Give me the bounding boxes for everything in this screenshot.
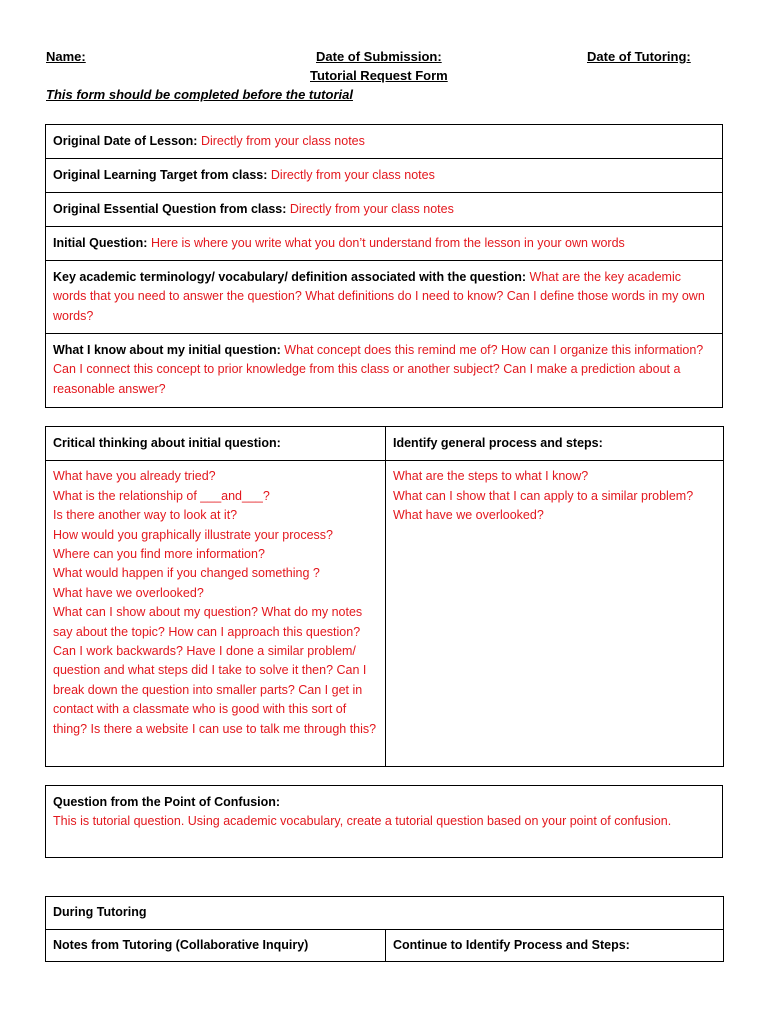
table-row	[46, 261, 723, 334]
original-date-of-lesson-field[interactable]	[46, 125, 723, 159]
critical-thinking-table	[45, 426, 724, 767]
table-row	[46, 125, 723, 159]
field-label: Key academic terminology/ vocabulary/ definition associated with the question:	[53, 270, 527, 284]
critical-thinking-header: Critical thinking about initial question:	[46, 427, 386, 461]
table-row	[46, 227, 723, 261]
during-tutoring-table	[45, 896, 724, 962]
table-row	[46, 461, 724, 767]
table-row	[46, 786, 723, 858]
field-label: Original Essential Question from class:	[53, 201, 287, 216]
prompt-line: What would happen if you changed something ?	[53, 566, 320, 581]
field-hint: What are the key academic words that you need to answer the question? What definitions do I need to know? Can I define those words in my own words?	[53, 270, 705, 323]
prompt-line: What is the relationship of ___and___?	[53, 488, 270, 503]
field-hint: Directly from your class notes	[200, 133, 365, 148]
field-hint: This is tutorial question. Using academic vocabulary, create a tutorial question based on your point of confusion.	[53, 814, 672, 829]
field-label: Initial Question:	[53, 235, 148, 250]
field-label: What I know about my initial question:	[53, 343, 281, 357]
field-hint: Directly from your class notes	[270, 167, 435, 182]
field-hint: What concept does this remind me of? How can I organize this information? Can I connect this concept to prior knowledge from this class or another subject? Can I make a prediction about a reasonable answer?	[53, 343, 704, 396]
table-row	[46, 897, 724, 930]
name-label: Name:	[46, 49, 86, 64]
field-hint: Here is where you write what you don’t understand from the lesson in your own words	[150, 235, 625, 250]
date-of-submission-label: Date of Submission:	[316, 49, 442, 64]
table-row	[46, 334, 723, 408]
prompt-line: What are the steps to what I know?	[393, 469, 589, 484]
date-of-tutoring-label: Date of Tutoring:	[587, 49, 691, 64]
prompt-line: What have you already tried?	[53, 469, 216, 484]
process-steps-field[interactable]	[386, 461, 724, 767]
key-academic-terminology-field[interactable]	[46, 261, 723, 334]
field-label: Original Learning Target from class:	[53, 167, 268, 182]
table-row	[46, 159, 723, 193]
point-of-confusion-field[interactable]	[46, 786, 723, 858]
form-instruction: This form should be completed before the tutorial	[46, 87, 353, 102]
during-tutoring-title: During Tutoring	[46, 897, 724, 930]
field-label: Original Date of Lesson:	[53, 133, 198, 148]
field-label: Question from the Point of Confusion:	[53, 795, 281, 809]
notes-from-tutoring-header[interactable]: Notes from Tutoring (Collaborative Inquiry)	[46, 930, 386, 962]
prompt-line: Where can you find more information?	[53, 547, 265, 562]
prompt-line: What can I show about my question? What do my notes say about the topic? How can I approach this question? Can I work backwards? Have I done a similar problem/ question and what steps did I take to solve it then? Can I break down the question into smaller parts? Can I get in contact with a classmate who is good with this sort of thing? Is there a website I can use to talk me through this?	[53, 605, 377, 736]
prompt-line: What can I show that I can apply to a similar problem? What have we overlooked?	[393, 488, 694, 523]
what-i-know-field[interactable]	[46, 334, 723, 408]
point-of-confusion-table	[45, 785, 723, 858]
prompt-line: Is there another way to look at it?	[53, 508, 238, 523]
prompt-line: How would you graphically illustrate your process?	[53, 527, 333, 542]
lesson-info-table	[45, 124, 723, 408]
initial-question-field[interactable]	[46, 227, 723, 261]
table-row	[46, 930, 724, 962]
original-learning-target-field[interactable]	[46, 159, 723, 193]
process-steps-header: Identify general process and steps:	[386, 427, 724, 461]
table-row	[46, 427, 724, 461]
table-row	[46, 193, 723, 227]
critical-thinking-field[interactable]	[46, 461, 386, 767]
continue-process-steps-header[interactable]: Continue to Identify Process and Steps:	[386, 930, 724, 962]
original-essential-question-field[interactable]	[46, 193, 723, 227]
prompt-line: What have we overlooked?	[53, 585, 204, 600]
form-title: Tutorial Request Form	[310, 68, 448, 83]
field-hint: Directly from your class notes	[289, 201, 454, 216]
